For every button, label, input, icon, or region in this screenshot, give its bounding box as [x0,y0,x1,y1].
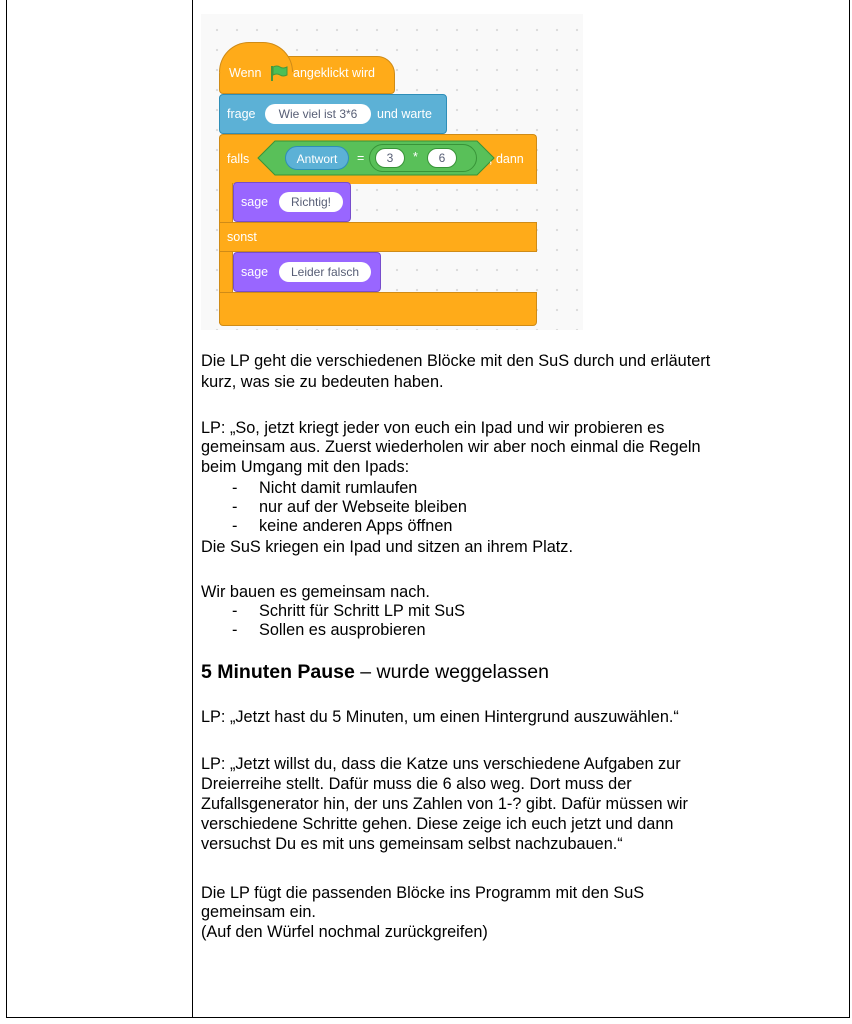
say2-label: sage [241,265,269,279]
para-random-4: verschiedene Schritte gehen. Diese zeige ich euch jetzt und dann [201,815,674,833]
para-background: LP: „Jetzt hast du 5 Minuten, um einen Hintergrund auszuwählen.“ [201,708,679,726]
para-ipad-1: LP: „So, jetzt kriegt jeder von euch ein Ipad und wir probieren es [201,419,665,437]
para-random-1: LP: „Jetzt willst du, dass die Katze uns verschiedene Aufgaben zur [201,755,681,773]
bullet-dash: - [232,479,238,497]
bullet-dash: - [232,621,238,639]
table-column-divider [192,0,193,1018]
pause-heading-rest: – wurde weggelassen [354,661,549,683]
say1-label: sage [241,195,269,209]
if-else-block-bottom [219,292,537,326]
bullet-dash: - [232,498,238,516]
para-blocks-explained-1: Die LP geht die verschiedenen Blöcke mit den SuS durch und erläutert [201,352,711,370]
hat-label-when: Wenn [229,66,262,80]
answer-reporter: Antwort [285,146,349,170]
rule-item: nur auf der Webseite bleiben [259,498,467,516]
hat-label-clicked: angeklickt wird [293,66,375,80]
para-blocks-insert-1: Die LP fügt die passenden Blöcke ins Programm mit den SuS [201,884,645,902]
say2-input: Leider falsch [279,262,371,282]
pause-heading-bold: 5 Minuten Pause [201,661,355,683]
para-ipad-2: gemeinsam aus. Zuerst wiederholen wir aber noch einmal die Regeln [201,438,701,456]
para-random-2: Dreierreihe stellt. Dafür muss die 6 also weg. Dort muss der [201,775,632,793]
para-blocks-insert-3: (Auf den Würfel nochmal zurückgreifen) [201,923,488,941]
green-flag-icon [269,64,289,87]
para-blocks-explained-2: kurz, was sie zu bedeuten haben. [201,373,444,391]
multiply-sign: * [413,150,418,164]
para-blocks-insert-2: gemeinsam ein. [201,903,316,921]
ask-question-input: Wie viel ist 3*6 [265,104,371,124]
if-else-block-middle [219,222,537,252]
rule-item: Nicht damit rumlaufen [259,479,418,497]
else-label: sonst [227,230,257,244]
para-random-3: Zufallsgenerator hin, der uns Zahlen von 1-? gibt. Dafür müssen wir [201,795,688,813]
bullet-dash: - [232,602,238,620]
step-item: Sollen es ausprobieren [259,621,426,639]
scratch-code-image [201,14,583,330]
say1-input: Richtig! [279,192,343,212]
pause-heading [201,660,549,684]
para-random-5: versuchst Du es mit uns gemeinsam selbst nachzubauen.“ [201,835,623,853]
para-build-together: Wir bauen es gemeinsam nach. [201,583,430,601]
multiply-right-input: 6 [427,148,457,168]
para-ipad-3: beim Umgang mit den Ipads: [201,458,410,476]
ask-wait-label: und warte [377,107,432,121]
equals-sign: = [357,151,365,165]
rule-item: keine anderen Apps öffnen [259,517,453,535]
if-label: falls [227,152,250,166]
then-label: , dann [489,152,524,166]
para-sus-ipad: Die SuS kriegen ein Ipad und sitzen an ihrem Platz. [201,538,573,556]
step-item: Schritt für Schritt LP mit SuS [259,602,465,620]
bullet-dash: - [232,517,238,535]
ask-label: frage [227,107,256,121]
multiply-left-input: 3 [375,148,405,168]
